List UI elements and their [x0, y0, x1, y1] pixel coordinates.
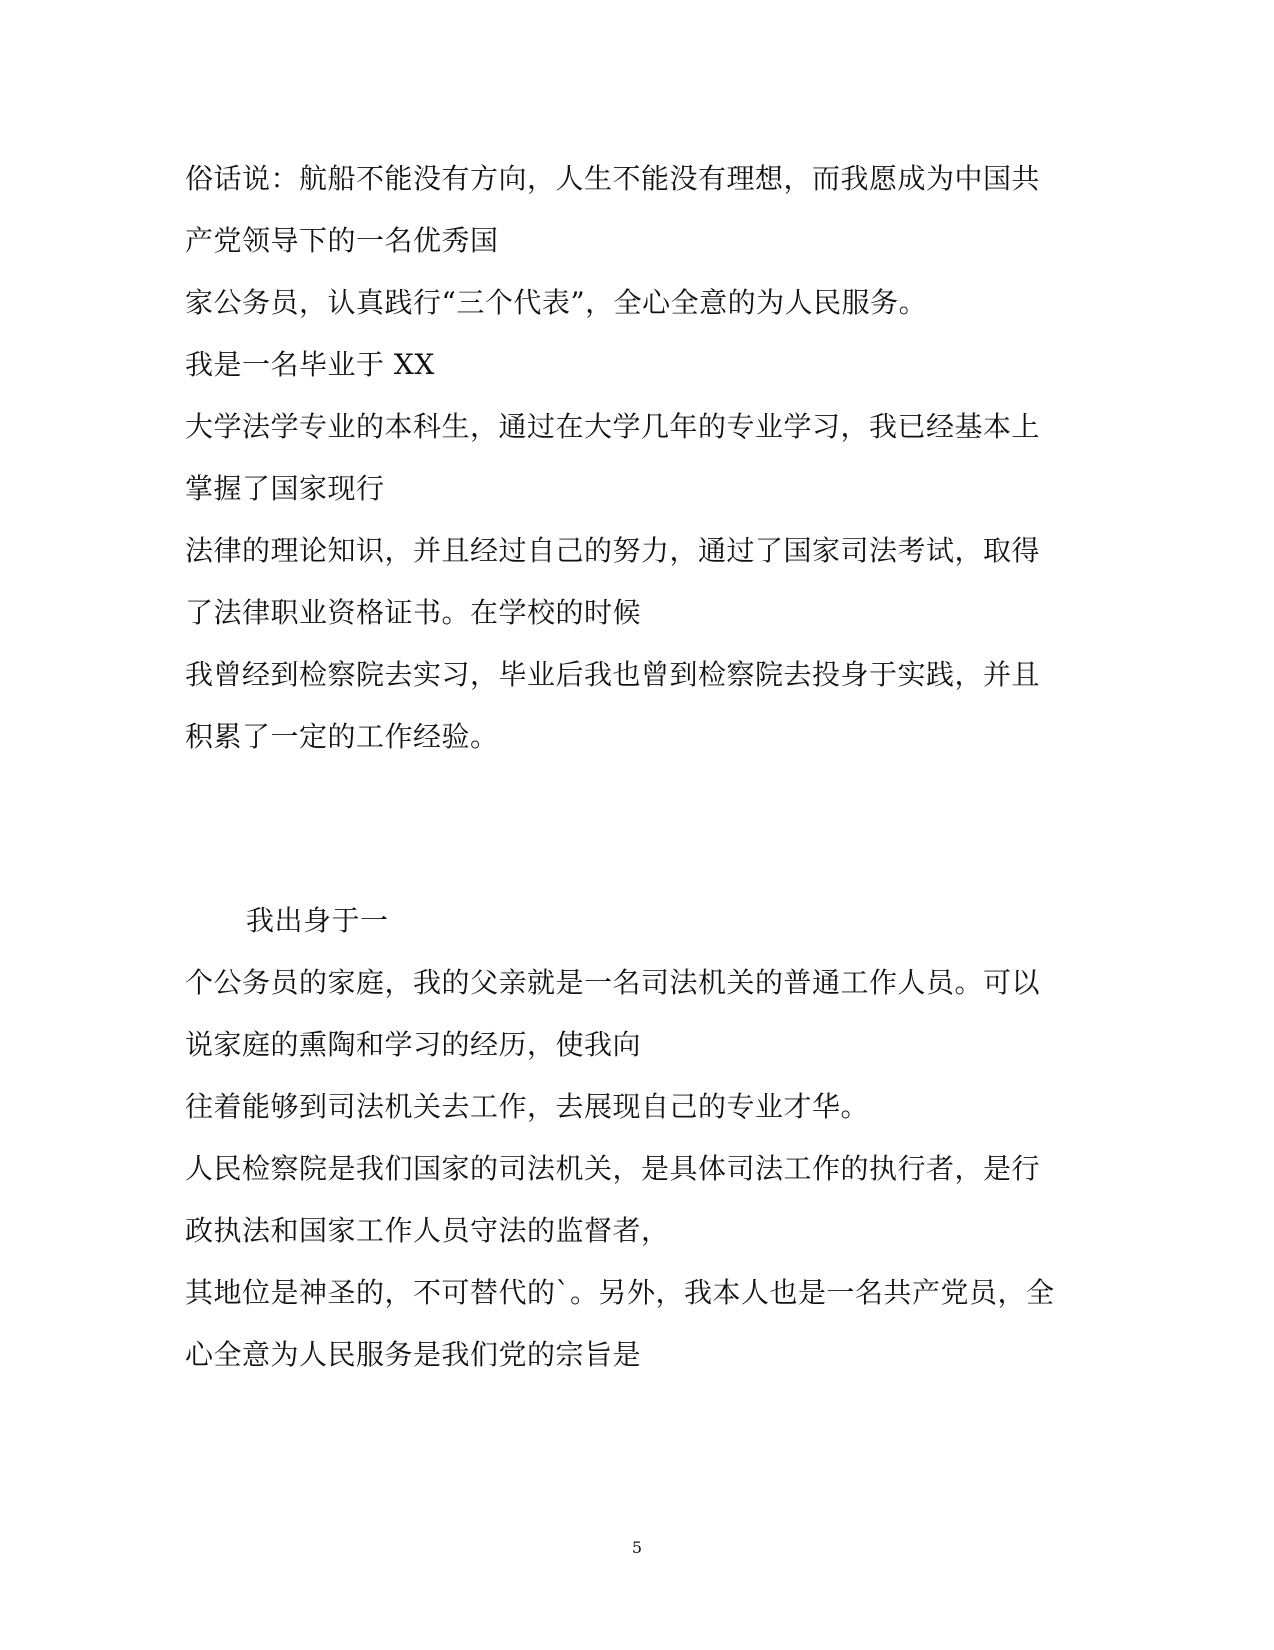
text-line: 积累了一定的工作经验。	[185, 720, 499, 753]
text-line: 心全意为人民服务是我们党的宗旨是	[185, 1338, 642, 1371]
paragraph-indented-line: 我出身于一	[246, 904, 389, 937]
text-line: 家公务员，认真践行“三个代表”，全心全意的为人民服务。	[185, 286, 928, 319]
text-line: 我是一名毕业于 XX	[185, 348, 435, 381]
text-line: 说家庭的熏陶和学习的经历，使我向	[185, 1028, 642, 1061]
text-line: 我曾经到检察院去实习，毕业后我也曾到检察院去投身于实践，并且	[185, 658, 1041, 691]
text-line: 往着能够到司法机关去工作，去展现自己的专业才华。	[185, 1090, 870, 1123]
text-line: 法律的理论知识，并且经过自己的努力，通过了国家司法考试，取得	[185, 534, 1041, 567]
text-line: 掌握了国家现行	[185, 472, 385, 505]
text-line: 其地位是神圣的，不可替代的`。另外，我本人也是一名共产党员，全	[185, 1276, 1055, 1309]
text-line: 政执法和国家工作人员守法的监督者，	[185, 1214, 670, 1247]
text-line: 个公务员的家庭，我的父亲就是一名司法机关的普通工作人员。可以	[185, 966, 1041, 999]
text-line: 人民检察院是我们国家的司法机关，是具体司法工作的执行者，是行	[185, 1152, 1041, 1185]
text-line: 大学法学专业的本科生，通过在大学几年的专业学习，我已经基本上	[185, 410, 1041, 443]
text-line: 产党领导下的一名优秀国	[185, 224, 499, 257]
text-line: 俗话说：航船不能没有方向，人生不能没有理想，而我愿成为中国共	[185, 162, 1041, 195]
text-line: 了法律职业资格证书。在学校的时候	[185, 596, 642, 629]
page-number: 5	[631, 1538, 643, 1557]
